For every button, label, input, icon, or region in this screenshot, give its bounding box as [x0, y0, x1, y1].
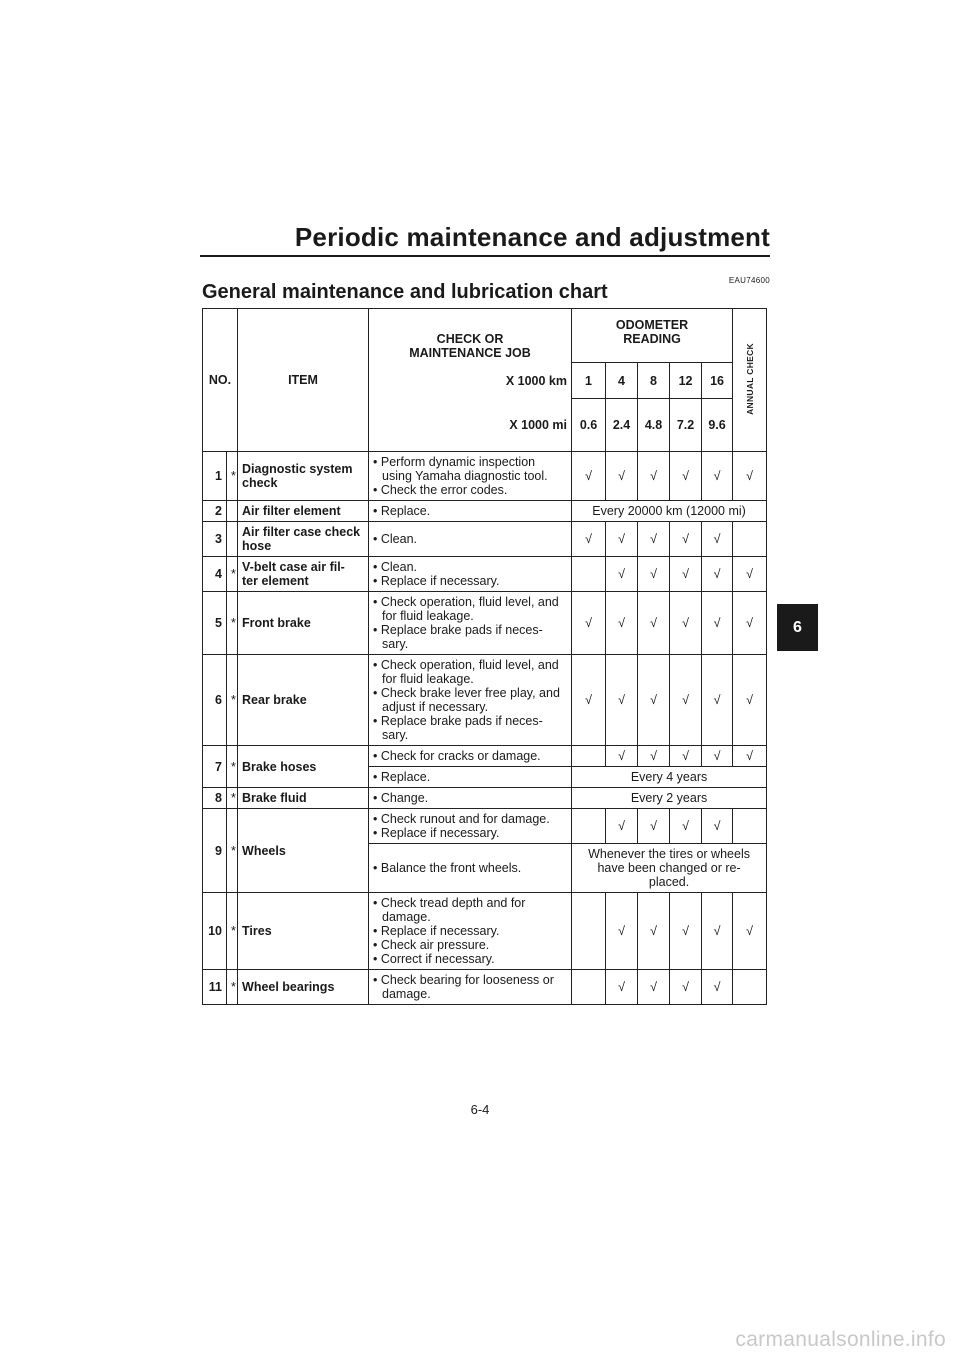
bullet-icon: • — [373, 791, 381, 805]
interval-check-cell — [638, 809, 670, 844]
header-job-line2: MAINTENANCE JOB — [409, 345, 531, 360]
header-odometer-line2: READING — [623, 332, 681, 346]
interval-check-cell — [572, 655, 606, 746]
job-step — [373, 749, 567, 763]
item-number: 8 — [203, 788, 227, 809]
maintenance-job — [369, 655, 572, 746]
check-mark-icon: √ — [682, 616, 689, 630]
header-mi-value: 7.2 — [670, 399, 702, 452]
header-job — [369, 309, 572, 363]
table-row — [203, 522, 767, 557]
bullet-icon: • — [373, 714, 381, 728]
interval-check-cell — [702, 522, 733, 557]
annual-check-cell — [733, 452, 767, 501]
check-mark-icon: √ — [650, 924, 657, 938]
job-step — [373, 770, 567, 784]
item-name: Wheels — [238, 809, 369, 893]
annual-check-cell — [733, 746, 767, 767]
interval-check-cell — [670, 970, 702, 1005]
job-step-text: Check the error codes. — [380, 483, 508, 497]
interval-check-cell — [638, 655, 670, 746]
interval-note: Every 4 years — [572, 767, 767, 788]
job-step-text: Check bearing for looseness or damage. — [380, 973, 554, 1001]
annual-check-cell — [733, 592, 767, 655]
interval-check-cell — [606, 655, 638, 746]
annual-check-cell — [733, 893, 767, 970]
table-row — [203, 452, 767, 501]
dealer-service-mark: * — [227, 746, 238, 788]
check-mark-icon: √ — [682, 567, 689, 581]
interval-check-cell — [606, 592, 638, 655]
maintenance-job — [369, 809, 572, 844]
interval-check-cell — [638, 592, 670, 655]
dealer-service-mark: * — [227, 893, 238, 970]
header-job-line1: CHECK OR — [436, 331, 504, 346]
table-row — [203, 970, 767, 1005]
maintenance-job — [369, 501, 572, 522]
interval-check-cell — [702, 970, 733, 1005]
item-name: Rear brake — [238, 655, 369, 746]
interval-check-cell — [606, 557, 638, 592]
dealer-service-mark: * — [227, 788, 238, 809]
bullet-icon: • — [373, 896, 381, 910]
job-step-text: Replace brake pads if neces- sary. — [380, 623, 543, 651]
check-mark-icon: √ — [618, 616, 625, 630]
interval-check-cell — [702, 592, 733, 655]
header-annual-label: ANNUAL CHECK — [744, 342, 755, 415]
bullet-icon: • — [373, 504, 381, 518]
maintenance-job — [369, 746, 572, 767]
header-km-value: 12 — [670, 363, 702, 399]
check-mark-icon: √ — [713, 819, 721, 833]
interval-check-cell — [670, 809, 702, 844]
interval-check-cell — [606, 746, 638, 767]
check-mark-icon: √ — [650, 693, 657, 707]
check-mark-icon: √ — [585, 469, 592, 483]
dealer-service-mark: * — [227, 557, 238, 592]
dealer-service-mark: * — [227, 970, 238, 1005]
bullet-icon: • — [373, 952, 381, 966]
bullet-icon: • — [373, 455, 381, 469]
check-mark-icon: √ — [585, 693, 592, 707]
header-km-value: 8 — [638, 363, 670, 399]
item-name: Front brake — [238, 592, 369, 655]
check-mark-icon: √ — [713, 616, 721, 630]
title-rule — [200, 255, 770, 257]
job-step — [373, 574, 567, 588]
check-mark-icon: √ — [618, 693, 625, 707]
check-mark-icon: √ — [650, 749, 657, 763]
maintenance-job — [369, 893, 572, 970]
table-row — [203, 655, 767, 746]
annual-check-cell — [733, 970, 767, 1005]
bullet-icon: • — [373, 658, 381, 672]
interval-check-cell — [670, 557, 702, 592]
bullet-icon: • — [373, 560, 381, 574]
item-number: 3 — [203, 522, 227, 557]
page-title: Periodic maintenance and adjustment — [294, 222, 770, 252]
chapter-tab: 6 — [777, 604, 818, 651]
document-code: EAU74600 — [728, 276, 770, 285]
item-number: 6 — [203, 655, 227, 746]
header-mi-value: 4.8 — [638, 399, 670, 452]
check-mark-icon: √ — [618, 819, 625, 833]
item-number: 4 — [203, 557, 227, 592]
bullet-icon: • — [373, 532, 381, 546]
bullet-icon: • — [373, 483, 381, 497]
bullet-icon: • — [373, 623, 381, 637]
header-row — [203, 309, 767, 363]
job-step — [373, 532, 567, 546]
check-mark-icon: √ — [618, 567, 625, 581]
job-step — [373, 483, 567, 497]
job-step-text: Check tread depth and for damage. — [380, 896, 526, 924]
job-step-text: Change. — [380, 791, 429, 805]
interval-check-cell — [702, 746, 733, 767]
annual-check-cell — [733, 522, 767, 557]
maintenance-job — [369, 592, 572, 655]
item-name: Brake hoses — [238, 746, 369, 788]
dealer-service-mark: * — [227, 655, 238, 746]
interval-check-cell — [572, 452, 606, 501]
job-step — [373, 455, 567, 483]
header-mi-value: 9.6 — [702, 399, 733, 452]
job-step-text: Check for cracks or damage. — [380, 749, 541, 763]
item-name: V-belt case air fil- ter element — [238, 557, 369, 592]
check-mark-icon: √ — [650, 980, 657, 994]
job-step — [373, 973, 567, 1001]
check-mark-icon: √ — [650, 819, 657, 833]
check-mark-icon: √ — [682, 693, 689, 707]
interval-check-cell — [638, 746, 670, 767]
interval-check-cell — [638, 522, 670, 557]
header-odometer — [572, 309, 733, 363]
item-name: Air filter element — [238, 501, 369, 522]
item-name: Brake fluid — [238, 788, 369, 809]
maintenance-chart — [202, 308, 767, 1005]
interval-check-cell — [702, 452, 733, 501]
job-step-text: Clean. — [380, 532, 418, 546]
header-km-value: 4 — [606, 363, 638, 399]
job-step-text: Clean. — [380, 560, 418, 574]
header-km-value: 1 — [572, 363, 606, 399]
job-step — [373, 924, 567, 938]
check-mark-icon: √ — [618, 532, 625, 546]
item-name: Wheel bearings — [238, 970, 369, 1005]
page-number: 6-4 — [470, 1102, 490, 1117]
item-name: Air filter case check hose — [238, 522, 369, 557]
header-odometer-line1: ODOMETER — [615, 318, 689, 332]
interval-check-cell — [572, 592, 606, 655]
bullet-icon: • — [373, 686, 381, 700]
item-number: 9 — [203, 809, 227, 893]
job-step-text: Balance the front wheels. — [380, 861, 522, 875]
dealer-service-mark — [227, 501, 238, 522]
job-step — [373, 952, 567, 966]
table-row — [203, 501, 767, 522]
check-mark-icon: √ — [618, 980, 625, 994]
interval-check-cell — [572, 809, 606, 844]
table-row — [203, 592, 767, 655]
check-mark-icon: √ — [618, 924, 625, 938]
bullet-icon: • — [373, 938, 381, 952]
check-mark-icon: √ — [682, 469, 689, 483]
check-mark-icon: √ — [682, 532, 689, 546]
header-no: NO. — [203, 309, 238, 452]
job-step — [373, 714, 567, 742]
bullet-icon: • — [373, 749, 381, 763]
interval-check-cell — [670, 746, 702, 767]
interval-check-cell — [606, 970, 638, 1005]
interval-note: Every 2 years — [572, 788, 767, 809]
maintenance-job — [369, 970, 572, 1005]
check-mark-icon: √ — [746, 693, 754, 707]
check-mark-icon: √ — [746, 567, 754, 581]
interval-check-cell — [572, 893, 606, 970]
check-mark-icon: √ — [650, 469, 657, 483]
watermark: carmanualsonline.info — [735, 1328, 946, 1351]
interval-note: Every 20000 km (12000 mi) — [572, 501, 767, 522]
header-km-unit: X 1000 km — [369, 363, 572, 399]
item-number: 1 — [203, 452, 227, 501]
header-mi-value: 0.6 — [572, 399, 606, 452]
table-row — [203, 809, 767, 844]
table-row — [203, 746, 767, 767]
check-mark-icon: √ — [713, 693, 721, 707]
item-number: 7 — [203, 746, 227, 788]
job-step — [373, 504, 567, 518]
interval-check-cell — [702, 557, 733, 592]
interval-check-cell — [606, 893, 638, 970]
check-mark-icon: √ — [713, 469, 721, 483]
job-step-text: Replace if necessary. — [380, 924, 500, 938]
interval-check-cell — [670, 522, 702, 557]
check-mark-icon: √ — [618, 749, 625, 763]
interval-check-cell — [702, 893, 733, 970]
job-step — [373, 595, 567, 623]
table-row — [203, 788, 767, 809]
bullet-icon: • — [373, 861, 381, 875]
job-step-text: Replace. — [380, 770, 431, 784]
job-step-text: Replace if necessary. — [380, 574, 500, 588]
job-step — [373, 658, 567, 686]
header-km-value: 16 — [702, 363, 733, 399]
interval-check-cell — [572, 746, 606, 767]
interval-note: Whenever the tires or wheels have been changed or re- placed. — [572, 844, 767, 893]
check-mark-icon: √ — [746, 924, 754, 938]
dealer-service-mark: * — [227, 452, 238, 501]
item-number: 5 — [203, 592, 227, 655]
dealer-service-mark: * — [227, 592, 238, 655]
check-mark-icon: √ — [682, 749, 689, 763]
maintenance-job — [369, 844, 572, 893]
check-mark-icon: √ — [585, 532, 592, 546]
interval-check-cell — [702, 655, 733, 746]
header-item: ITEM — [238, 309, 369, 452]
header-annual — [733, 309, 767, 452]
job-step — [373, 826, 567, 840]
check-mark-icon: √ — [746, 749, 754, 763]
job-step — [373, 812, 567, 826]
check-mark-icon: √ — [618, 469, 625, 483]
dealer-service-mark — [227, 522, 238, 557]
maintenance-job — [369, 522, 572, 557]
interval-check-cell — [670, 655, 702, 746]
check-mark-icon: √ — [713, 532, 721, 546]
interval-check-cell — [606, 522, 638, 557]
annual-check-cell — [733, 557, 767, 592]
check-mark-icon: √ — [682, 924, 689, 938]
maintenance-job — [369, 788, 572, 809]
interval-check-cell — [670, 893, 702, 970]
interval-check-cell — [638, 557, 670, 592]
interval-check-cell — [702, 809, 733, 844]
job-step-text: Perform dynamic inspection using Yamaha diagnostic tool. — [380, 455, 548, 483]
check-mark-icon: √ — [746, 469, 754, 483]
bullet-icon: • — [373, 812, 381, 826]
job-step — [373, 686, 567, 714]
check-mark-icon: √ — [713, 567, 721, 581]
check-mark-icon: √ — [713, 980, 721, 994]
check-mark-icon: √ — [650, 567, 657, 581]
job-step-text: Check operation, fluid level, and for fluid leakage. — [380, 595, 559, 623]
section-heading: General maintenance and lubrication chart — [202, 281, 608, 303]
item-number: 11 — [203, 970, 227, 1005]
annual-check-cell — [733, 655, 767, 746]
check-mark-icon: √ — [650, 532, 657, 546]
item-name: Tires — [238, 893, 369, 970]
bullet-icon: • — [373, 973, 381, 987]
job-step — [373, 861, 567, 875]
bullet-icon: • — [373, 826, 381, 840]
interval-check-cell — [572, 970, 606, 1005]
maintenance-job — [369, 767, 572, 788]
job-step-text: Correct if necessary. — [380, 952, 495, 966]
job-step-text: Replace. — [380, 504, 431, 518]
job-step-text: Replace brake pads if neces- sary. — [380, 714, 543, 742]
check-mark-icon: √ — [682, 819, 689, 833]
interval-check-cell — [572, 557, 606, 592]
interval-check-cell — [638, 452, 670, 501]
interval-check-cell — [572, 522, 606, 557]
header-mi-value: 2.4 — [606, 399, 638, 452]
job-step — [373, 938, 567, 952]
table-row — [203, 557, 767, 592]
interval-check-cell — [670, 452, 702, 501]
check-mark-icon: √ — [746, 616, 754, 630]
check-mark-icon: √ — [585, 616, 592, 630]
dealer-service-mark: * — [227, 809, 238, 893]
job-step-text: Check runout and for damage. — [380, 812, 550, 826]
job-step-text: Check brake lever free play, and adjust if necessary. — [380, 686, 560, 714]
item-number: 2 — [203, 501, 227, 522]
check-mark-icon: √ — [682, 980, 689, 994]
check-mark-icon: √ — [713, 924, 721, 938]
interval-check-cell — [638, 970, 670, 1005]
check-mark-icon: √ — [713, 749, 721, 763]
job-step — [373, 560, 567, 574]
item-number: 10 — [203, 893, 227, 970]
bullet-icon: • — [373, 770, 381, 784]
maintenance-job — [369, 452, 572, 501]
table-row — [203, 893, 767, 970]
job-step — [373, 791, 567, 805]
annual-check-cell — [733, 809, 767, 844]
interval-check-cell — [606, 452, 638, 501]
item-name: Diagnostic system check — [238, 452, 369, 501]
interval-check-cell — [638, 893, 670, 970]
job-step-text: Check operation, fluid level, and for fluid leakage. — [380, 658, 559, 686]
header-mi-unit: X 1000 mi — [369, 399, 572, 452]
bullet-icon: • — [373, 574, 381, 588]
chart-body — [203, 309, 767, 1005]
bullet-icon: • — [373, 924, 381, 938]
job-step-text: Check air pressure. — [380, 938, 490, 952]
bullet-icon: • — [373, 595, 381, 609]
interval-check-cell — [670, 592, 702, 655]
maintenance-job — [369, 557, 572, 592]
interval-check-cell — [606, 809, 638, 844]
job-step — [373, 623, 567, 651]
check-mark-icon: √ — [650, 616, 657, 630]
job-step-text: Replace if necessary. — [380, 826, 500, 840]
job-step — [373, 896, 567, 924]
